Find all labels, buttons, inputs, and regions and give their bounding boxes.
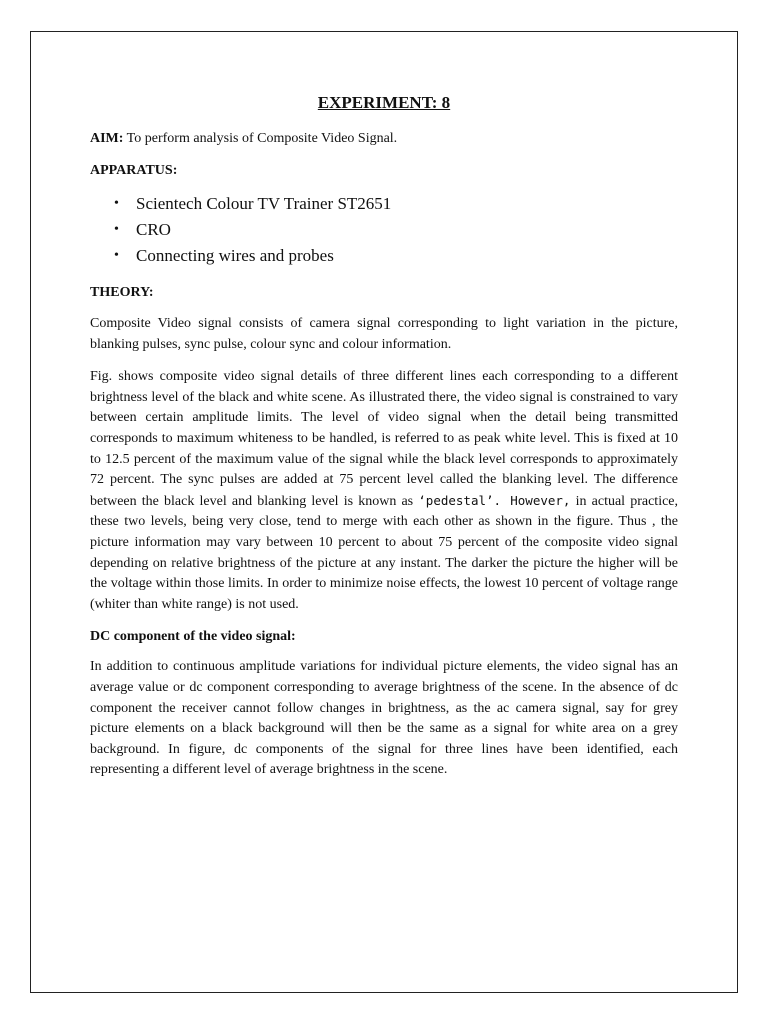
- dc-component-paragraph: In addition to continuous amplitude variations for individual picture elements, the video signal has an average value or dc component corresponding to average brightness of the scene. In the absence of dc component the receiver cannot follow changes in brightness, as the ac camera signal, say for grey picture elements on a black background will then be the same as a signal for white area on a grey background. In figure, dc components of the signal for three lines have been identified, each representing a different level of average brightness in the scene.: [90, 659, 678, 778]
- theory-heading: THEORY:: [90, 285, 154, 300]
- aim-line: [90, 129, 678, 149]
- apparatus-item-label: Connecting wires and probes: [136, 246, 334, 265]
- apparatus-item-label: CRO: [136, 220, 171, 239]
- bullet-icon: •: [114, 196, 119, 211]
- document-body: [90, 92, 678, 793]
- page-title: EXPERIMENT: 8: [317, 93, 451, 112]
- list-item: [114, 191, 678, 217]
- bullet-icon: •: [114, 222, 119, 237]
- dc-component-heading: DC component of the video signal:: [90, 629, 296, 645]
- list-item: [114, 217, 678, 243]
- apparatus-item-label: Scientech Colour TV Trainer ST2651: [136, 194, 392, 213]
- aim-label: AIM:: [90, 131, 124, 146]
- aim-text: To perform analysis of Composite Video Signal.: [123, 131, 398, 146]
- list-item: [114, 243, 678, 269]
- pedestal-term: ‘pedestal’. However,: [418, 492, 571, 508]
- apparatus-heading: APPARATUS:: [90, 163, 178, 178]
- theory-paragraph-2: [90, 367, 678, 615]
- theory-paragraph-1: Composite Video signal consists of camera signal corresponding to light variation in the picture, blanking pulses, sync pulse, colour sync and colour information.: [90, 316, 678, 352]
- theory-paragraph-2-part-1: Fig. shows composite video signal details of three different lines each corresponding to a different brightness level of the black and white scene. As illustrated there, the video signal is constrained to vary between certain amplitude limits. The level of video signal when the detail being transmitted corresponds to maximum whiteness to be handled, is referred to as peak white level. This is fixed at 10 to 12.5 percent of the maximum value of the signal while the black level corresponds to approximately 72 percent. The sync pulses are added at 75 percent level called the blanking level. The difference between the black level and blanking level is known as: [90, 369, 678, 509]
- theory-paragraph-2-part-2: in actual practice, these two levels, being very close, tend to merge with each other as shown in the figure. Thus , the picture information may vary between 10 percent to about 75 percent of the composite video signal depending on relative brightness of the picture at any instant. The darker the picture the higher will be the voltage within those limits. In order to minimize noise effects, the lowest 10 percent of voltage range (whiter than white range) is not used.: [90, 493, 679, 612]
- bullet-icon: •: [114, 248, 119, 263]
- apparatus-list: [90, 191, 678, 269]
